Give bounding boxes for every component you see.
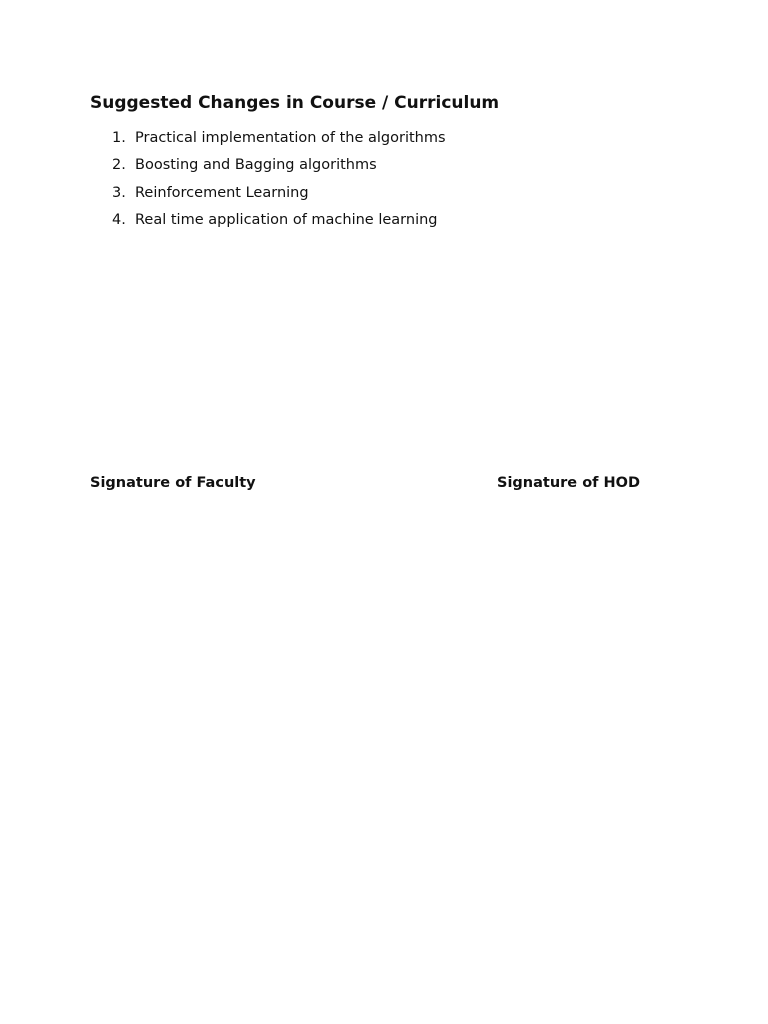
hod-signature-label: Signature of HOD bbox=[497, 475, 641, 491]
list-item-number: 4. bbox=[112, 211, 126, 228]
list-item-number: 3. bbox=[112, 184, 126, 201]
list-item-text: Real time application of machine learning bbox=[135, 211, 438, 228]
list-item-text: Boosting and Bagging algorithms bbox=[135, 157, 377, 174]
list-item-number: 1. bbox=[112, 130, 126, 146]
list-item-text: Practical implementation of the algorithms bbox=[135, 130, 446, 146]
faculty-signature-label: Signature of Faculty bbox=[90, 475, 256, 491]
list-item-number: 2. bbox=[112, 157, 126, 174]
list-item-text: Reinforcement Learning bbox=[135, 184, 309, 201]
page-title: Suggested Changes in Course / Curriculum bbox=[90, 93, 500, 113]
